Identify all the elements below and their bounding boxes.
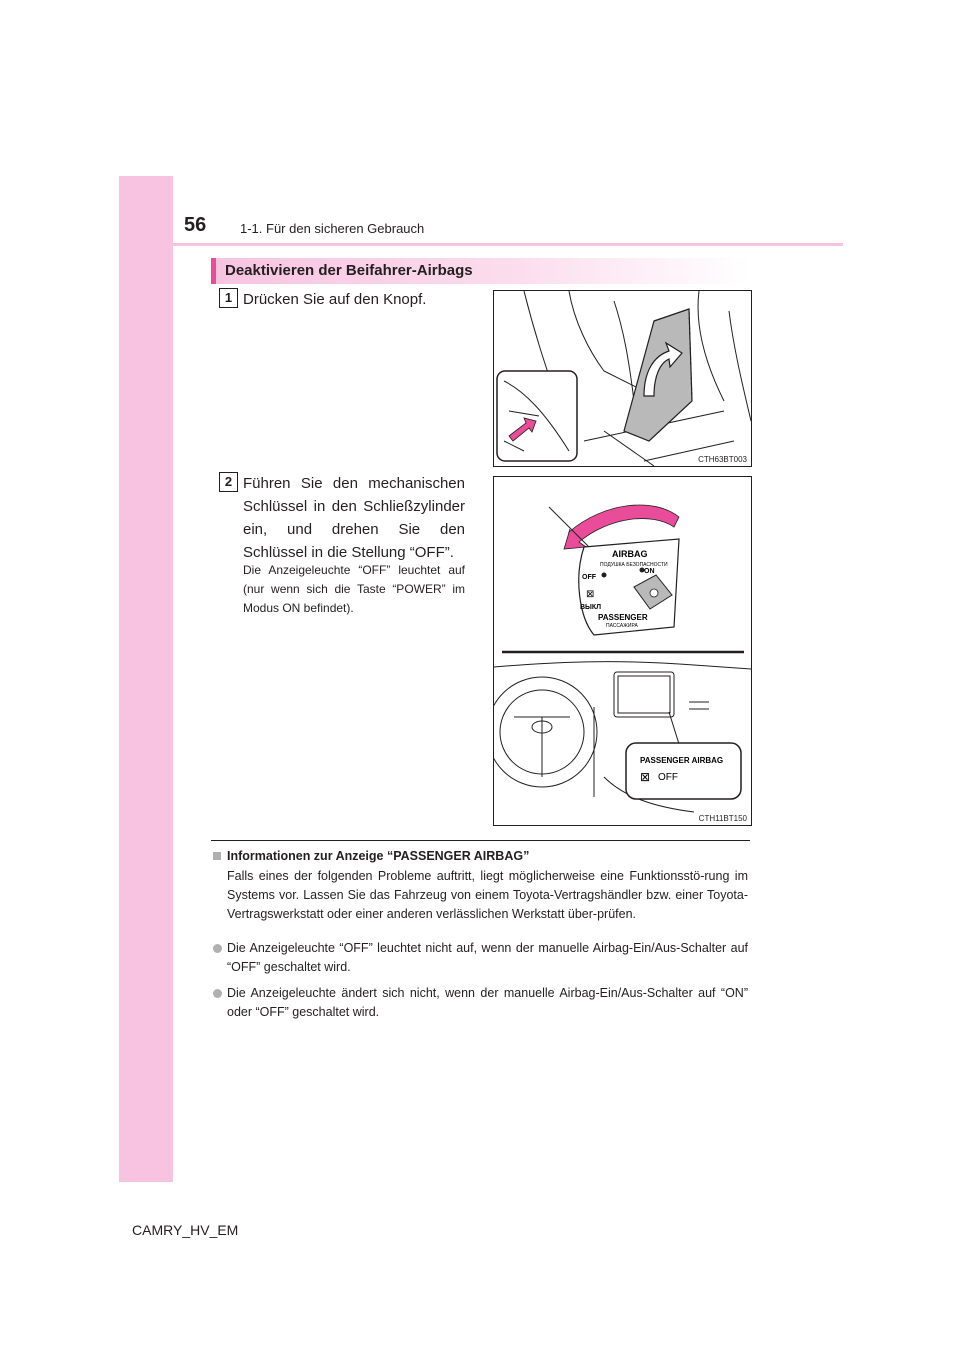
info-heading [213, 849, 529, 863]
info-heading-text: Informationen zur Anzeige “PASSENGER AIRBAG” [227, 849, 530, 863]
switch-on-text: ON [644, 568, 655, 575]
figure-code: CTH63BT003 [698, 455, 747, 464]
indicator-label: PASSENGER AIRBAG [640, 756, 724, 765]
section-title-bar [211, 258, 750, 284]
switch-off-text: OFF [582, 574, 596, 581]
switch-passenger-text: PASSENGER [598, 613, 648, 622]
side-color-band [119, 176, 173, 1182]
section-title: Deaktivieren der Beifahrer-Airbags [225, 262, 473, 279]
figure-button-location [493, 290, 752, 467]
figure-airbag-switch [493, 476, 752, 826]
step-number-2: 2 [219, 472, 238, 492]
airbag-off-symbol-icon: ⊠ [586, 589, 595, 600]
section-divider [211, 840, 750, 841]
page-number: 56 [184, 214, 207, 236]
figure-code: CTH11BT150 [698, 814, 747, 823]
switch-airbag-text: AIRBAG [612, 549, 648, 559]
switch-passenger-ru-text: ПАССАЖИРА [606, 623, 638, 629]
indicator-airbag-icon: ⊠ [640, 770, 651, 784]
info-paragraph: Falls eines der folgenden Probleme auftritt, liegt möglicherweise eine Funktionsstö-rung im Systems vor. Lassen Sie das Fahrzeug von einem Toyota-Vertragshändler bzw. einer Toyota-Vertragswerkstatt oder einer anderen verlässlichen Werkstatt über-prüfen. [227, 869, 748, 921]
switch-airbag-ru-text: ПОДУШКА БЕЗОПАСНОСТИ [600, 562, 668, 568]
indicator-off-text: OFF [658, 772, 678, 783]
square-bullet-icon [213, 852, 221, 860]
step-2-note: Die Anzeigeleuchte “OFF” leuchtet auf (nur wenn sich die Taste “POWER” im Modus ON befindet). [243, 563, 465, 615]
header-section-title: 1-1. Für den sicheren Gebrauch [240, 221, 425, 236]
footer-model-code: CAMRY_HV_EM [132, 1222, 239, 1238]
info-bullet-1: Die Anzeigeleuchte “OFF” leuchtet nicht auf, wenn der manuelle Airbag-Ein/Aus-Schalter auf “OFF” geschaltet wird. [227, 941, 748, 974]
switch-illustration [494, 477, 751, 825]
seat-console-illustration [494, 291, 751, 466]
switch-vykl-text: ВЫКЛ [580, 604, 602, 611]
bullet-dot-icon [213, 989, 222, 998]
step-2-text: Führen Sie den mechanischen Schlüssel in den Schließzylinder ein, und drehen Sie den Schlüssel in die Stellung “OFF”. [243, 475, 465, 561]
info-bullet-2: Die Anzeigeleuchte ändert sich nicht, wenn der manuelle Airbag-Ein/Aus-Schalter auf “ON” oder “OFF” geschaltet wird. [227, 986, 748, 1019]
header-rule [173, 243, 843, 246]
step-number-1: 1 [219, 288, 238, 308]
bullet-dot-icon [213, 944, 222, 953]
step-1-text: Drücken Sie auf den Knopf. [243, 291, 427, 308]
